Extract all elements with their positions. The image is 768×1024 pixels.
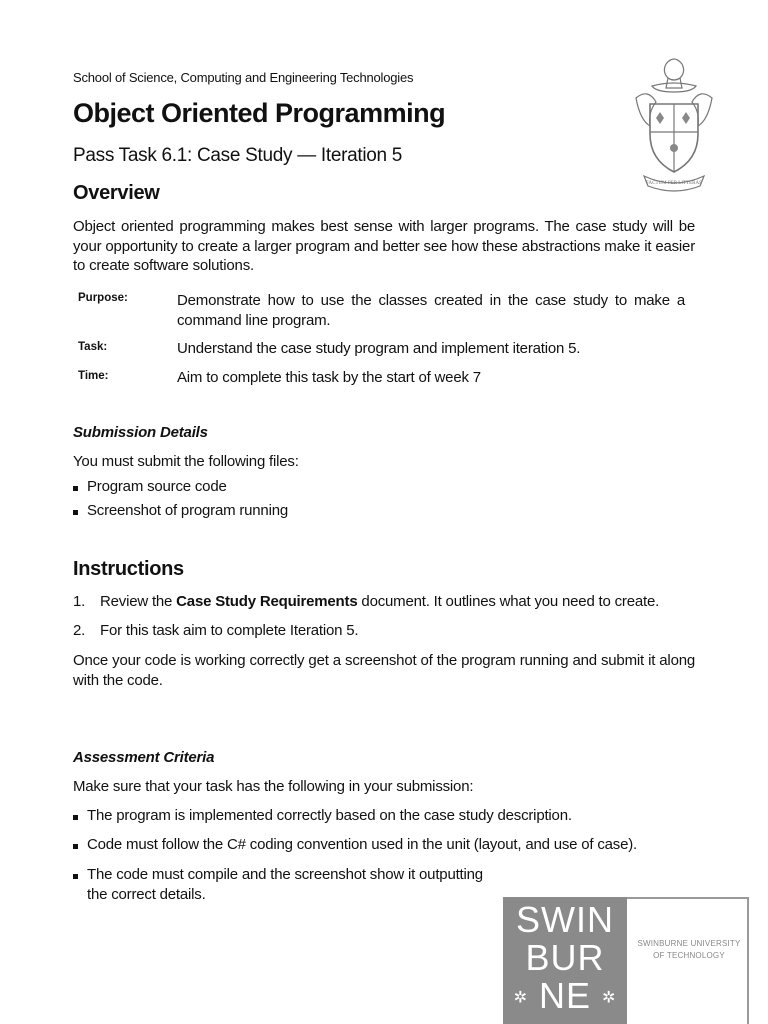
bullet-icon bbox=[73, 510, 78, 515]
list-item-text: Program source code bbox=[87, 478, 227, 495]
list-item bbox=[73, 836, 637, 853]
list-item-text: The code must compile and the screenshot show it outputting the correct details. bbox=[87, 866, 483, 903]
time-text: Aim to complete this task by the start of week 7 bbox=[177, 369, 481, 386]
list-item bbox=[73, 502, 288, 519]
assessment-intro: Make sure that your task has the following in your submission: bbox=[73, 778, 474, 795]
task-text: Understand the case study program and implement iteration 5. bbox=[177, 340, 581, 357]
overview-text: Object oriented programming makes best sense with larger programs. The case study will be your opportunity to create a larger program and better see how these abstractions make it easier to create software solutions. bbox=[73, 218, 695, 274]
logo-line-2: BUR bbox=[525, 937, 605, 978]
list-item bbox=[73, 807, 572, 824]
submission-intro: You must submit the following files: bbox=[73, 453, 299, 470]
instructions-closing: Once your code is working correctly get a screenshot of the program running and submit it along with the code. bbox=[73, 652, 695, 689]
star-icon: ✲ bbox=[513, 989, 528, 1007]
list-item-text: The program is implemented correctly based on the case study description. bbox=[87, 807, 572, 824]
overview-heading: Overview bbox=[73, 182, 160, 204]
page-title: Object Oriented Programming bbox=[73, 98, 446, 128]
star-icon: ✲ bbox=[602, 989, 617, 1007]
logo-caption-line-1: SWINBURNE UNIVERSITY bbox=[637, 939, 741, 948]
university-crest-icon bbox=[628, 54, 720, 214]
list-item bbox=[73, 478, 227, 495]
step-text: For this task aim to complete Iteration 5. bbox=[100, 622, 359, 639]
logo-line-3: ✲ NE ✲ bbox=[513, 975, 617, 1016]
bullet-icon bbox=[73, 844, 78, 849]
purpose-label: Purpose: bbox=[78, 292, 128, 304]
swinburne-logo bbox=[503, 897, 627, 1024]
submission-heading: Submission Details bbox=[73, 424, 208, 441]
instructions-heading: Instructions bbox=[73, 558, 184, 580]
step-number: 2. bbox=[73, 622, 86, 639]
case-study-requirements-bold: Case Study Requirements bbox=[176, 593, 358, 610]
logo-line-1: SWIN bbox=[516, 899, 614, 940]
instruction-step bbox=[73, 622, 358, 639]
list-item bbox=[73, 865, 498, 905]
list-item-text: Code must follow the C# coding convention used in the unit (layout, and use of case). bbox=[87, 836, 638, 853]
step-text: Review the Case Study Requirements document. It outlines what you need to create. bbox=[100, 593, 660, 610]
purpose-text: Demonstrate how to use the classes created in the case study to make a command line program. bbox=[177, 292, 685, 329]
school-name: School of Science, Computing and Engineering Technologies bbox=[73, 70, 414, 85]
logo-caption bbox=[632, 938, 746, 962]
bullet-icon bbox=[73, 486, 78, 491]
step-number: 1. bbox=[73, 593, 86, 610]
bullet-icon bbox=[73, 815, 78, 820]
list-item-text: Screenshot of program running bbox=[87, 502, 288, 519]
logo-caption-line-2: OF TECHNOLOGY bbox=[653, 951, 725, 960]
time-label: Time: bbox=[78, 370, 109, 382]
assessment-heading: Assessment Criteria bbox=[73, 749, 215, 766]
task-label: Task: bbox=[78, 341, 108, 353]
bullet-icon bbox=[73, 874, 78, 879]
task-subtitle: Pass Task 6.1: Case Study — Iteration 5 bbox=[73, 145, 403, 166]
instruction-step bbox=[73, 593, 659, 610]
crest-motto: FACTUM PER LITTERAS bbox=[646, 181, 702, 186]
